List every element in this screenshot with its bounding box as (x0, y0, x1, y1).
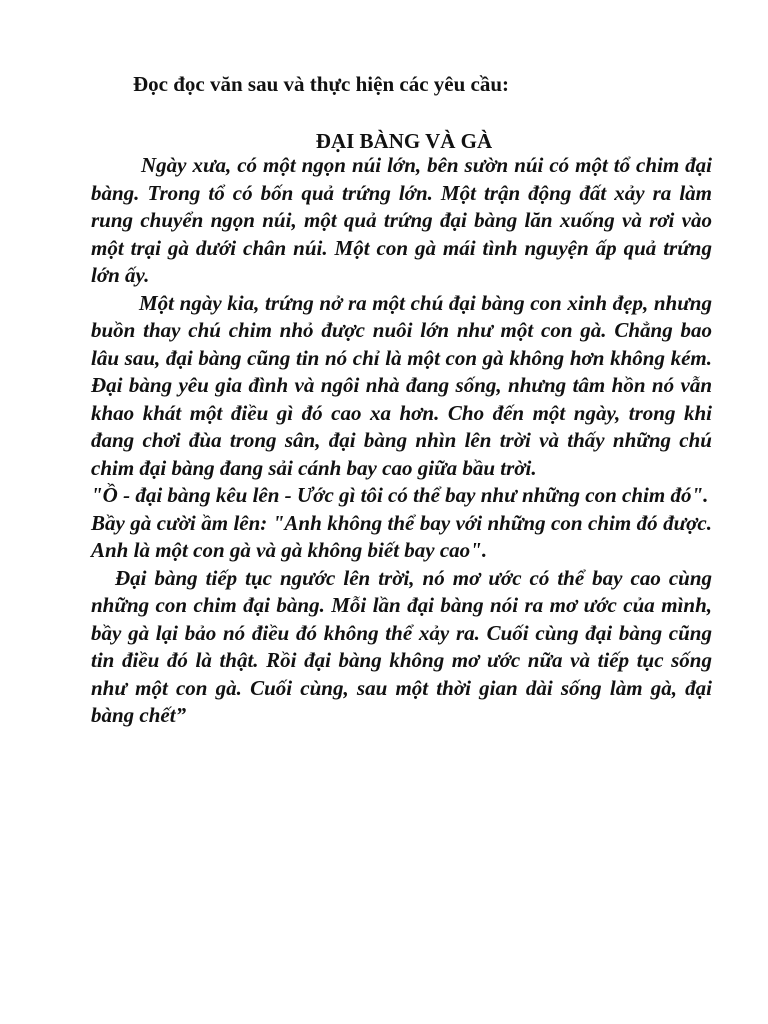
paragraph-1: Ngày xưa, có một ngọn núi lớn, bên sườn núi có một tổ chim đại bàng. Trong tổ có bốn quả trứng lớn. Một trận động đất xảy ra làm rung chuyển ngọn núi, một quả trứng đại bàng lăn xuống và rơi vào một trại gà dưới chân núi. Một con gà mái tình nguyện ấp quả trứng lớn ấy. (91, 153, 712, 287)
instruction-heading: Đọc đọc văn sau và thực hiện các yêu cầu: (133, 72, 510, 96)
story-title: ĐẠI BÀNG VÀ GÀ (315, 129, 493, 153)
paragraph-5: Đại bàng tiếp tục ngước lên trời, nó mơ ước có thể bay cao cùng những con chim đại bàng. Mỗi lần đại bàng nói ra mơ ước của mình, bầy gà lại bảo nó điều đó không thể xảy ra. Cuối cùng đại bàng cũng tin điều đó là thật. Rồi đại bàng không mơ ước nữa và tiếp tục sống như một con gà. Cuối cùng, sau một thời gian dài sống làm gà, đại bàng chết” (91, 565, 712, 727)
paragraph-2: Một ngày kia, trứng nở ra một chú đại bàng con xinh đẹp, nhưng buồn thay chú chim nhỏ được nuôi lớn như một con gà. Chẳng bao lâu sau, đại bàng cũng tin nó chỉ là một con gà không hơn không kém. Đại bàng yêu gia đình và ngôi nhà đang sống, nhưng tâm hồn nó vẫn khao khát một điều gì đó cao xa hơn. Cho đến một ngày, trong khi đang chơi đùa trong sân, đại bàng nhìn lên trời và thấy những chú chim đại bàng đang sải cánh bay cao giữa bầu trời. (91, 290, 712, 480)
paragraph-3: "Ồ - đại bàng kêu lên - Ước gì tôi có thể bay như những con chim đó". (91, 483, 709, 507)
story-body (91, 152, 712, 730)
paragraph-4: Bầy gà cười ầm lên: "Anh không thể bay với những con chim đó được. Anh là một con gà và gà không biết bay cao". (91, 510, 712, 562)
